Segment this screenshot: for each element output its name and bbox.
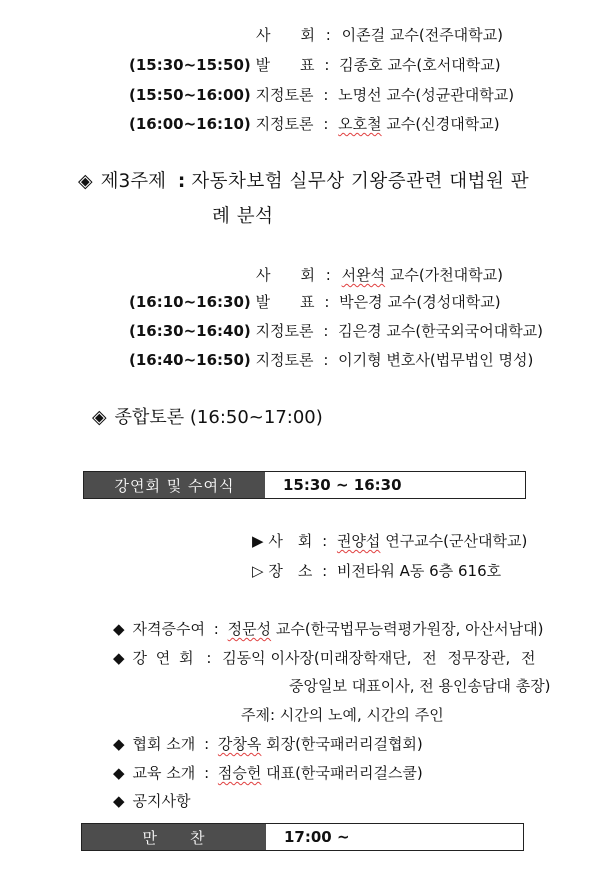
chair-role: 사 회 <box>256 26 315 44</box>
chair-person: 이존걸 <box>341 26 386 44</box>
topic-colon: : <box>177 171 186 192</box>
separator: : <box>323 115 329 133</box>
separator: : <box>322 532 328 550</box>
diamond-bullet-icon: ◆ <box>113 735 125 753</box>
session3-chair-line <box>256 264 503 285</box>
item-person: 김동익 <box>222 649 266 667</box>
diamond-marker-icon: ◈ <box>78 170 93 192</box>
row-role: 지정토론 <box>255 322 314 340</box>
row-affiliation: 변호사(법무법인 명성) <box>386 351 534 369</box>
item-person: 강창옥 <box>217 735 262 753</box>
separator: : <box>213 620 219 638</box>
row-affiliation: 교수(한국외국어대학교) <box>386 322 544 340</box>
chair-affiliation: 교수(전주대학교) <box>389 26 504 44</box>
item-detail: 교수(한국법무능력평가원장, 아산서남대) <box>275 620 544 638</box>
topic3-heading-cont <box>212 202 274 228</box>
diamond-bullet-icon: ◆ <box>113 764 125 782</box>
session2-row <box>129 84 514 105</box>
separator: : <box>323 86 329 104</box>
item-detail: 이사장(미래장학재단, 전 정무장관, 전 <box>270 649 536 667</box>
play-arrow-icon: ▶ <box>252 532 264 550</box>
lecture-place-line <box>252 560 501 581</box>
place-value: 비전타워 A동 6층 616호 <box>336 562 502 580</box>
time-slot: (16:30~16:40) <box>129 322 251 340</box>
topic-title-line2: 례 분석 <box>212 206 274 227</box>
separator: : <box>325 266 331 284</box>
row-affiliation: 교수(경성대학교) <box>387 293 501 311</box>
session3-row <box>129 291 501 312</box>
chair-person: 권양섭 <box>336 532 381 550</box>
chair-role: 사 회 <box>256 266 315 284</box>
dinner-bar-time: 17:00 ~ <box>284 828 350 846</box>
time-slot: (16:10~16:30) <box>129 293 251 311</box>
list-item <box>113 790 191 811</box>
lecture-detail-text: 중앙일보 대표이사, 전 용인송담대 총장) <box>289 677 551 695</box>
session2-chair-line <box>256 24 503 45</box>
item-label: 협회 소개 <box>132 735 196 753</box>
time-slot: (15:30~15:50) <box>129 56 251 74</box>
separator: : <box>323 351 329 369</box>
row-role: 발 표 <box>255 56 315 74</box>
separator: : <box>325 26 331 44</box>
row-affiliation: 교수(호서대학교) <box>387 56 501 74</box>
chair-affiliation: 교수(가천대학교) <box>389 266 504 284</box>
item-person: 정문성 <box>227 620 272 638</box>
row-affiliation: 교수(신경대학교) <box>386 115 500 133</box>
place-role: 장 소 <box>268 562 313 580</box>
lecture-bar-time: 15:30 ~ 16:30 <box>283 476 402 494</box>
row-person: 박은경 <box>339 293 383 311</box>
session2-row <box>129 113 500 134</box>
row-role: 발 표 <box>255 293 315 311</box>
lecture-schedule-bar <box>83 471 526 499</box>
separator: : <box>206 649 212 667</box>
lecture-bar-label: 강연회 및 수여식 <box>84 472 265 498</box>
session3-row <box>129 349 533 370</box>
separator: : <box>322 562 328 580</box>
separator: : <box>204 735 210 753</box>
diamond-bullet-icon: ◆ <box>113 620 125 638</box>
item-label: 교육 소개 <box>132 764 196 782</box>
dinner-schedule-bar <box>81 823 524 851</box>
topic3-heading <box>78 167 529 193</box>
list-item <box>113 647 536 668</box>
list-item <box>113 618 543 639</box>
row-person: 김종호 <box>339 56 383 74</box>
separator: : <box>324 293 330 311</box>
chair-person: 서완석 <box>341 266 386 284</box>
lecture-theme-text: 주제: 시간의 노예, 시간의 주인 <box>241 706 444 724</box>
item-label: 자격증수여 <box>132 620 205 638</box>
item-label: 공지사항 <box>132 792 191 810</box>
item-detail: 대표(한국패러리걸스쿨) <box>266 764 423 782</box>
separator: : <box>323 322 329 340</box>
topic-title-line1: 자동차보험 실무상 기왕증관련 대법원 판 <box>191 171 530 192</box>
row-person: 김은경 <box>338 322 382 340</box>
time-slot: (15:50~16:00) <box>129 86 251 104</box>
lecture-detail-cont <box>289 675 551 696</box>
lecture-theme <box>241 704 444 725</box>
diamond-bullet-icon: ◆ <box>113 649 125 667</box>
list-item <box>113 733 423 754</box>
list-item <box>113 762 423 783</box>
hollow-arrow-icon: ▷ <box>252 562 264 580</box>
general-discussion-text: 종합토론 (16:50~17:00) <box>114 407 323 428</box>
item-person: 점승헌 <box>217 764 262 782</box>
item-label: 강 연 회 <box>132 649 196 667</box>
separator: : <box>324 56 330 74</box>
row-role: 지정토론 <box>255 115 314 133</box>
separator: : <box>204 764 210 782</box>
general-discussion-heading <box>92 403 323 429</box>
row-person: 오호철 <box>338 115 382 133</box>
topic-label: 제3주제 <box>100 171 167 192</box>
chair-affiliation: 연구교수(군산대학교) <box>385 532 528 550</box>
chair-role: 사 회 <box>268 532 313 550</box>
row-affiliation: 교수(성균관대학교) <box>386 86 515 104</box>
row-role: 지정토론 <box>255 86 314 104</box>
row-person: 이기형 <box>338 351 382 369</box>
session3-row <box>129 320 543 341</box>
diamond-marker-icon: ◈ <box>92 406 107 428</box>
row-role: 지정토론 <box>255 351 314 369</box>
dinner-bar-label: 만 찬 <box>82 824 266 850</box>
diamond-bullet-icon: ◆ <box>113 792 125 810</box>
lecture-chair-line <box>252 530 527 551</box>
session2-row <box>129 54 501 75</box>
time-slot: (16:00~16:10) <box>129 115 251 133</box>
item-detail: 회장(한국패러리걸협회) <box>266 735 423 753</box>
time-slot: (16:40~16:50) <box>129 351 251 369</box>
row-person: 노명선 <box>338 86 382 104</box>
